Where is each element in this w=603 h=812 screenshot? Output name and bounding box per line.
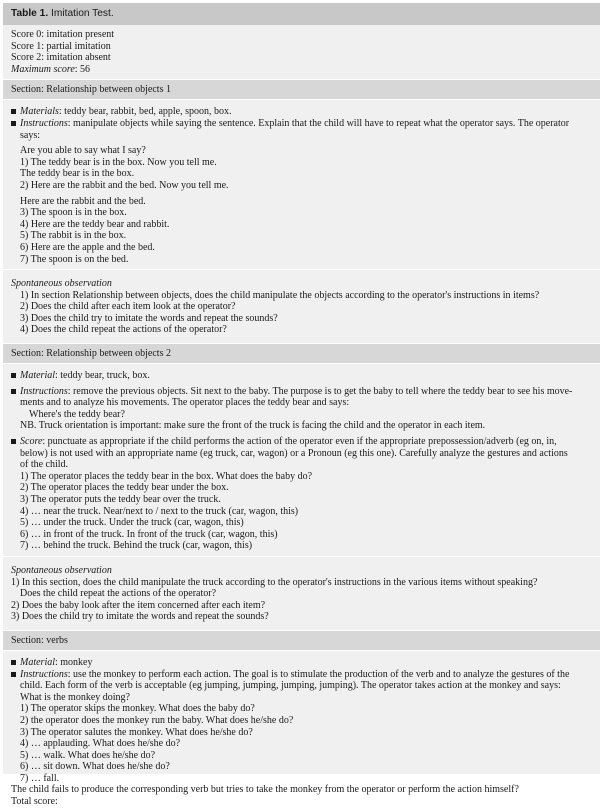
section2-spont-item: 3) Does the child try to imitate the words and repeat the sounds? bbox=[11, 611, 269, 623]
section3-instructions-label: Instructions bbox=[20, 668, 68, 680]
section3-instructions bbox=[11, 669, 592, 681]
score-legend bbox=[3, 25, 600, 79]
section1-materials bbox=[11, 106, 592, 118]
section2-score-line-2: below) is not used with an appropriate name (eg truck, car, wagon) or a Pronoun (eg this one). Carefully analyze the gestures and actions bbox=[20, 447, 568, 459]
section3-header: Section: verbs bbox=[3, 630, 600, 651]
section1-materials-text: : teddy bear, rabbit, bed, apple, spoon, box. bbox=[58, 106, 232, 118]
section3-body bbox=[3, 651, 600, 812]
section1-item: 5) The rabbit is in the box. bbox=[20, 230, 127, 242]
section1-item: 1) The teddy bear is in the box. Now you tell me. bbox=[20, 156, 217, 168]
section1-spont-item: 3) Does the child try to imitate the words and repeat the sounds? bbox=[20, 312, 278, 324]
section2-question: Where's the teddy bear? bbox=[29, 408, 125, 420]
section3-item: 1) The operator skips the monkey. What does the baby do? bbox=[20, 703, 255, 715]
section2-spont-title: Spontaneous observation bbox=[11, 564, 112, 576]
section1-item: The teddy bear is in the box. bbox=[20, 168, 135, 180]
section2-score-label: Score bbox=[20, 436, 43, 448]
max-score-value: : 56 bbox=[74, 63, 91, 75]
section3-question: What is the monkey doing? bbox=[20, 691, 130, 703]
section1-instructions-label: Instructions bbox=[20, 117, 68, 129]
section1-spont-item: 1) In section Relationship between objects, does the child manipulate the objects according to the operator's instructions in items? bbox=[20, 289, 540, 301]
section2-material-label: Material bbox=[20, 370, 55, 382]
caption-label: Table 1. bbox=[11, 8, 49, 19]
section3-item: 4) … applauding. What does he/she do? bbox=[20, 738, 181, 750]
section1-item: 2) Here are the rabbit and the bed. Now you tell me. bbox=[20, 179, 229, 191]
section3-material-label: Material bbox=[20, 656, 55, 668]
section2-score-line-3: of the child. bbox=[20, 459, 69, 471]
section2-score-line-1: : punctuate as appropriate if the child performs the action of the operator even if the appropriate prepossession/adverb (eg on, in, bbox=[42, 436, 557, 448]
section2-spont-item: Does the child repeat the actions of the operator? bbox=[20, 588, 217, 600]
max-score-label: Maximum score bbox=[11, 63, 75, 75]
total-score: Total score: bbox=[11, 796, 58, 808]
section3-fail-note: The child fails to produce the corresponding verb but tries to take the monkey from the operator or perform the action himself? bbox=[11, 784, 519, 796]
section1-spont-title: Spontaneous observation bbox=[11, 278, 112, 290]
section2-instructions-line-2: ments and to analyze his movements. The operator places the teddy bear and says: bbox=[20, 397, 350, 409]
score-0: Score 0: imitation present bbox=[11, 29, 115, 40]
section2-material-text: : teddy bear, truck, box. bbox=[55, 370, 150, 382]
section2-instructions-line-1: : remove the previous objects. Sit next to the baby. The purpose is to get the baby to tell where the teddy bear to see his move- bbox=[67, 385, 573, 397]
score-2: Score 2: imitation absent bbox=[11, 52, 111, 64]
section1-prompt: Are you able to say what I say? bbox=[20, 145, 146, 157]
section1-item: 7) The spoon is on the bed. bbox=[20, 253, 129, 265]
section1-item: 4) Here are the teddy bear and rabbit. bbox=[20, 218, 170, 230]
score-1: Score 1: partial imitation bbox=[11, 40, 111, 52]
section2-item: 6) … in front of the truck. In front of the truck (car, wagon, this) bbox=[20, 528, 278, 540]
section2-material bbox=[11, 370, 592, 382]
section1-item: Here are the rabbit and the bed. bbox=[20, 195, 146, 207]
section3-instructions-line-2: child. Each form of the verb is acceptable (eg jumping, jumping, jumping, jumping). The operator takes action at the monkey and says: bbox=[20, 680, 561, 692]
section3-item: 3) The operator salutes the monkey. What does he/she do? bbox=[20, 726, 253, 738]
section3-item: 6) … sit down. What does he/she do? bbox=[20, 761, 170, 773]
max-score bbox=[11, 64, 592, 76]
section1-spont-item: 2) Does the child after each item look at the operator? bbox=[20, 301, 236, 313]
section3-item: 5) … walk. What does he/she do? bbox=[20, 749, 156, 761]
section1-item: 3) The spoon is in the box. bbox=[20, 207, 127, 219]
section2-instructions-label: Instructions bbox=[20, 385, 68, 397]
section1-header: Section: Relationship between objects 1 bbox=[3, 79, 600, 100]
section1-instructions-line-2: says: bbox=[20, 129, 40, 141]
section2-header: Section: Relationship between objects 2 bbox=[3, 343, 600, 364]
section2-item: 4) … near the truck. Near/next to / next to the truck (car, wagon, this) bbox=[20, 505, 299, 517]
section2-nb: NB. Truck orientation is important: make sure the front of the truck is facing the child and the operator in each item. bbox=[20, 420, 486, 432]
table-caption bbox=[3, 3, 600, 25]
section2-item: 3) The operator puts the teddy bear over the truck. bbox=[20, 494, 221, 505]
section3-instructions-line-1: : use the monkey to perform each action. The goal is to stimulate the production of the verb and to analyze the gestures of the bbox=[67, 668, 570, 680]
section3-item: 2) the operator does the monkey run the baby. What does he/she do? bbox=[20, 714, 294, 726]
section1-materials-label: Materials bbox=[20, 106, 59, 118]
section2-spontaneous bbox=[3, 556, 600, 627]
caption-title: Imitation Test. bbox=[51, 8, 114, 19]
section3-material bbox=[11, 657, 592, 669]
section1-instructions bbox=[11, 118, 592, 130]
section2-spont-item: 2) Does the baby look after the item concerned after each item? bbox=[11, 599, 266, 611]
section2-item: 1) The operator places the teddy bear in the box. What does the baby do? bbox=[20, 470, 313, 482]
section2-body bbox=[3, 364, 600, 556]
section1-spont-item: 4) Does the child repeat the actions of the operator? bbox=[20, 324, 227, 336]
section2-spont-item: 1) In this section, does the child manipulate the truck according to the operator's instructions in the various items without speaking? bbox=[11, 576, 538, 588]
section2-score bbox=[11, 436, 592, 448]
section1-item: 6) Here are the apple and the bed. bbox=[20, 241, 155, 253]
section1-spontaneous bbox=[3, 269, 600, 340]
section1-body bbox=[3, 100, 600, 269]
section2-item: 7) … behind the truck. Behind the truck (car, wagon, this) bbox=[20, 540, 253, 552]
section2-item: 5) … under the truck. Under the truck (car, wagon, this) bbox=[20, 517, 244, 529]
imitation-test-table bbox=[3, 3, 600, 808]
section3-item: 7) … fall. bbox=[20, 772, 60, 784]
section2-item: 2) The operator places the teddy bear under the box. bbox=[20, 482, 229, 494]
section2-instructions bbox=[11, 386, 592, 398]
section1-instructions-line-1: : manipulate objects while saying the sentence. Explain that the child will have to repeat what the operator says. The operator bbox=[67, 117, 570, 129]
section3-material-text: : monkey bbox=[55, 656, 93, 668]
